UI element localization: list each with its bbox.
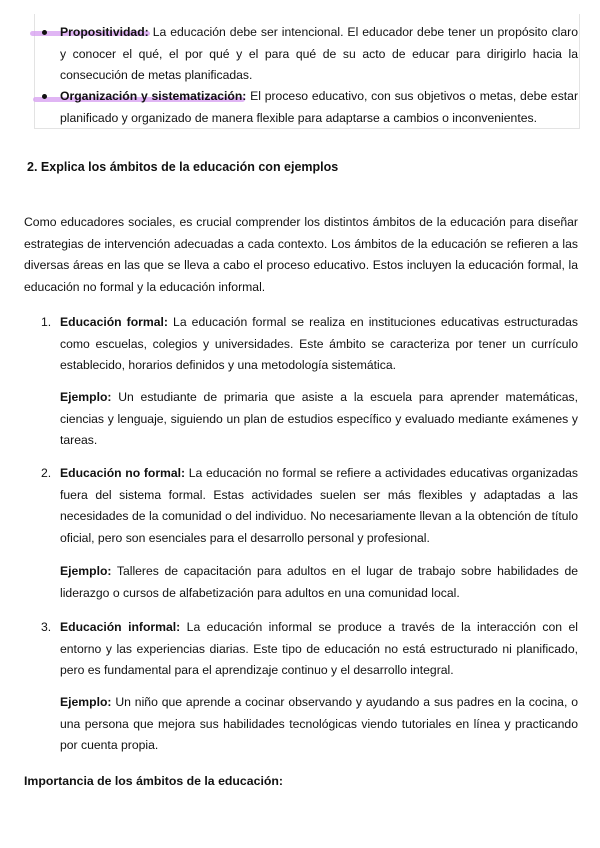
example-paragraph	[60, 561, 578, 604]
example-label: Ejemplo:	[60, 390, 112, 404]
bullet-text: La educación debe ser intencional. El educador debe tener un propósito claro y conocer el qué, el por qué y el para qué de su acto de educar para dirigirlo hacia la consecución de metas planificadas.	[60, 25, 578, 82]
example-text: Un estudiante de primaria que asiste a la escuela para aprender matemáticas, ciencias y lenguaje, siguiendo un plan de estudios específico y evaluado mediante exámenes y tareas.	[60, 390, 578, 447]
section-title-text: Explica los ámbitos de la educación con ejemplos	[40, 160, 339, 174]
list-number: 3.	[41, 620, 52, 634]
example-text: Un niño que aprende a cocinar observando y ayudando a sus padres en la cocina, o una persona que mejora sus habilidades tecnológicas viendo tutoriales en línea y practicando por cuenta propia.	[60, 695, 578, 752]
list-text: La educación no formal se refiere a actividades educativas organizadas fuera del sistema formal. Estas actividades suelen ser más flexibles y adaptadas a las necesidades de la comunidad o del individuo. No necesariamente llevan a la obtención de título oficial, pero son esenciales para el desarrollo personal y profesional.	[60, 466, 578, 545]
subsection-title: Importancia de los ámbitos de la educación:	[24, 774, 283, 788]
section-number: 2.	[27, 160, 38, 174]
list-term: Educación formal:	[60, 315, 168, 329]
example-text: Talleres de capacitación para adultos en el lugar de trabajo sobre habilidades de liderazgo o cursos de alfabetización para adultos en una comunidad local.	[60, 564, 578, 600]
list-number: 2.	[41, 466, 52, 480]
intro-paragraph: Como educadores sociales, es crucial comprender los distintos ámbitos de la educación para diseñar estrategias de intervención adecuadas a cada contexto. Los ámbitos de la educación se refieren a las diversas áreas en las que se lleva a cabo el proceso educativo. Estos incluyen la educación formal, la educación no formal y la educación informal.	[24, 215, 578, 294]
bullet-text: El proceso educativo, con sus objetivos o metas, debe estar planificado y organizado de manera flexible para adaptarse a cambios o inconvenientes.	[60, 89, 579, 125]
list-item	[41, 312, 578, 377]
list-text: La educación formal se realiza en instituciones educativas estructuradas como escuelas, colegios y universidades. Este ámbito se caracteriza por tener un currículo establecido, horarios definidos y una metodología sistemática.	[60, 315, 578, 372]
example-label: Ejemplo:	[60, 695, 112, 709]
bullet-term: Propositividad:	[60, 25, 149, 39]
bullet-term: Organización y sistematización:	[60, 89, 247, 103]
bullet-item	[60, 86, 578, 129]
list-term: Educación no formal:	[60, 466, 186, 480]
list-text: La educación informal se produce a través de la interacción con el entorno y las experiencias diarias. Este tipo de educación no está estructurado ni planificado, pero es fundamental para el aprendizaje continuo y el desarrollo integral.	[60, 620, 578, 677]
example-paragraph	[60, 387, 578, 452]
section-title	[27, 160, 338, 174]
example-paragraph	[60, 692, 578, 757]
list-number: 1.	[41, 315, 52, 329]
list-item	[41, 617, 578, 682]
bullet-dot	[42, 30, 47, 35]
list-item	[41, 463, 578, 549]
list-term: Educación informal:	[60, 620, 181, 634]
example-label: Ejemplo:	[60, 564, 112, 578]
bullet-item	[60, 22, 578, 87]
bullet-dot	[42, 94, 47, 99]
